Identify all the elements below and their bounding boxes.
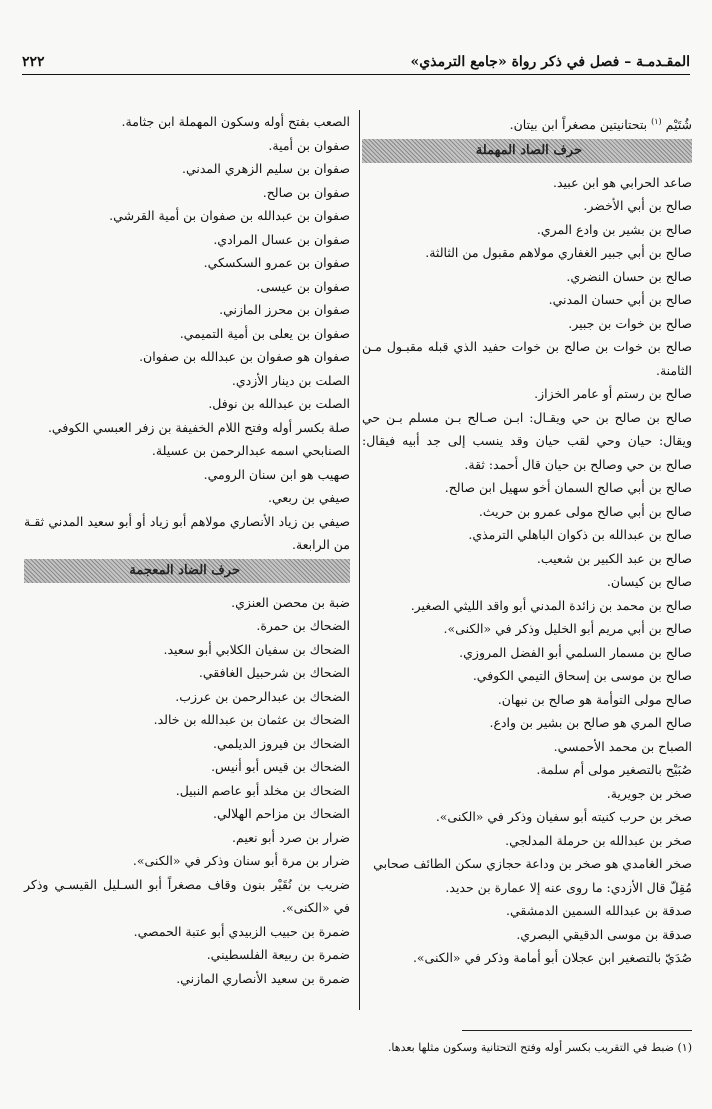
list-item: صالح بن أبي الأخضر. xyxy=(583,198,692,214)
list-item: صالح بن محمد بن زائدة المدني أبو واقد الليثي الصغير. xyxy=(410,597,692,613)
narrator-list-sad xyxy=(362,171,692,970)
list-item: صالح بن عبد الكبير بن شعيب. xyxy=(536,550,692,566)
list-item: الصلت بن عبدالله بن نوفل. xyxy=(208,396,350,411)
narrator-list-sad-cont xyxy=(24,110,350,557)
list-item: صالح بن كيسان. xyxy=(606,574,692,590)
footnote: (١) ضبط في التقريب بكسر أوله وفتح التحتانية وسكون مثلها بعدها. xyxy=(387,1041,692,1054)
section-heading-text: حرف الصاد المهملة xyxy=(475,142,582,158)
continued-entry xyxy=(362,110,692,137)
list-item: الصنابحي اسمه عبدالرحمن بن عسيلة. xyxy=(151,443,350,458)
list-item: صُدَيّ بالتصغير ابن عجلان أبو أمامة وذكر في «الكنى». xyxy=(412,950,692,966)
list-item: صخر بن حرب كنيته أبو سفيان وذكر في «الكنى». xyxy=(435,809,692,825)
list-item: صالح بن موسى بن إسحاق التيمي الكوفي. xyxy=(472,668,692,684)
section-heading-text: حرف الضاد المعجمة xyxy=(129,562,240,578)
list-item: صهيب هو ابن سنان الرومي. xyxy=(203,466,350,482)
list-item: ضرار بن مرة أبو سنان وذكر في «الكنى». xyxy=(132,853,350,868)
list-item: صالح بن حسان النضري. xyxy=(566,268,692,284)
page-number: ٢٢٢ xyxy=(22,54,45,70)
list-item: صخر بن جويرية. xyxy=(606,785,692,801)
list-item: الصباح بن محمد الأحمسي. xyxy=(553,738,692,754)
list-item: صالح بن أبي مريم أبو الخليل وذكر في «الكنى». xyxy=(443,621,692,637)
list-item: صيفي بن زياد الأنصاري مولاهم أبو زياد أو أبو سعيد المدني ثقـة من الرابعة. xyxy=(24,513,350,552)
left-column xyxy=(24,110,350,990)
list-item: ضمرة بن حبيب الزبيدي أبو عتبة الحمصي. xyxy=(133,923,350,939)
list-item: صُبَيْح بالتصغير مولى أم سلمة. xyxy=(536,762,692,778)
list-item: صفوان بن سليم الزهري المدني. xyxy=(181,161,350,176)
entry-text: بتحتانيتين مصغراً ابن بيتان. xyxy=(509,117,648,133)
footnote-marker: (١) xyxy=(651,117,662,126)
list-item: الصلت بن دينار الأزدي. xyxy=(231,372,350,388)
list-item: الضحاك بن مزاحم الهلالي. xyxy=(212,806,350,821)
footnote-rule xyxy=(462,1030,692,1031)
page-header xyxy=(22,48,690,75)
list-item: الضحاك بن سفيان الكلابي أبو سعيد. xyxy=(163,641,350,657)
list-item: ضرار بن صرد أبو نعيم. xyxy=(232,829,350,845)
list-item: الضحاك بن عبدالرحمن بن عرزب. xyxy=(175,688,350,704)
list-item: صالح بن أبي جبير الغفاري مولاهم مقبول من الثالثة. xyxy=(425,245,692,261)
list-item: صالح بن خوات بن جبير. xyxy=(568,315,692,331)
list-item: صفوان بن أمية. xyxy=(268,137,350,153)
list-item: صفوان بن محرز المازني. xyxy=(219,302,350,317)
list-item: الضحاك بن عثمان بن عبدالله بن خالد. xyxy=(153,712,350,727)
list-item: صلة بكسر أوله وفتح اللام الخفيفة بن زفر العبسي الكوفي. xyxy=(47,419,350,435)
list-item: صفوان بن يعلى بن أمية التميمي. xyxy=(179,325,350,341)
list-item: صالح بن أبي صالح مولى عمرو بن حريث. xyxy=(478,503,692,519)
list-item: صالح بن صالح بن حي ويقـال: ابـن صـالح بـن مسلم بـن حي ويقال: حيان وحي لقب حيان وقد ينسب إلى جد أبيه فيقال: صالح بن حي وصالح بن حيان قال أحمد: ثقة. xyxy=(362,409,692,472)
list-item: صخر بن عبدالله بن حرملة المدلجي. xyxy=(505,832,692,848)
right-column xyxy=(362,110,692,970)
list-item: صاعد الحرابي هو ابن عبيد. xyxy=(552,174,692,190)
list-item: ضريب بن نُقَيْر بنون وقاف مصغراً أبو السـليل القيسـي وذكر في «الكنى». xyxy=(24,876,350,915)
list-item: الضحاك بن مخلد أبو عاصم النبيل. xyxy=(175,782,350,798)
list-item: صفوان بن عمرو السكسكي. xyxy=(203,255,350,270)
list-item: صفوان بن صالح. xyxy=(262,184,350,200)
list-item: صدقة بن موسى الدقيقي البصري. xyxy=(516,926,692,942)
list-item: صدقة بن عبدالله السمين الدمشقي. xyxy=(505,903,692,919)
list-item: صفوان بن عيسى. xyxy=(256,278,350,294)
list-item: ضمرة بن سعيد الأنصاري المازني. xyxy=(176,970,350,986)
list-item: صالح بن عبدالله بن ذكوان الباهلي الترمذي. xyxy=(468,527,692,543)
section-heading-dad xyxy=(24,559,350,583)
entry-name: شُتَيْم xyxy=(665,117,692,133)
list-item: صفوان بن عسال المرادي. xyxy=(213,231,350,247)
list-item: صالح بن رستم أو عامر الخزاز. xyxy=(534,386,692,402)
list-item: صالح بن بشير بن وادع المري. xyxy=(536,221,692,237)
list-item: صيفي بن ربعي. xyxy=(267,490,350,505)
list-item: صفوان هو صفوان بن عبدالله بن صفوان. xyxy=(139,349,350,364)
list-item: صالح مولى التوأمة هو صالح بن نبهان. xyxy=(497,691,692,707)
list-item: مُقِلّ قال الأزدي: ما روى عنه إلا عمارة بن حديد. xyxy=(445,879,692,895)
list-item: الضحاك بن شرحبيل الغافقي. xyxy=(198,665,350,680)
list-item: صالح المري هو صالح بن بشير بن وادع. xyxy=(489,715,692,731)
running-title: المقـدمـة – فصل في ذكر رواة «جامع الترمذي» xyxy=(410,54,690,70)
list-item: صالح بن أبي صالح السمان أخو سهيل ابن صالح. xyxy=(444,480,692,496)
list-item: الضحاك بن حمرة. xyxy=(256,618,350,633)
list-item: صخر الغامدي هو صخر بن وداعة حجازي سكن الطائف صحابي xyxy=(373,856,692,872)
list-item: صالح بن مسمار السلمي أبو الفضل المروزي. xyxy=(459,644,692,660)
narrator-list-dad xyxy=(24,591,350,991)
list-item: الصعب بفتح أوله وسكون المهملة ابن جثامة. xyxy=(121,114,350,129)
list-item: ضبة بن محصن العنزي. xyxy=(231,594,350,610)
list-item: صفوان بن عبدالله بن صفوان بن أمية القرشي. xyxy=(109,208,350,223)
list-item: الضحاك بن فيروز الديلمي. xyxy=(212,735,350,751)
section-heading-sad xyxy=(362,139,692,163)
list-item: صالح بن أبي حسان المدني. xyxy=(548,292,692,308)
list-item: صالح بن خوات بن صالح بن خوات حفيد الذي قبله مقبـول مـن الثامنة. xyxy=(362,339,692,378)
list-item: ضمرة بن ربيعة الفلسطيني. xyxy=(206,947,350,962)
column-divider xyxy=(359,110,360,1010)
list-item: الضحاك بن قيس أبو أنيس. xyxy=(211,759,350,774)
